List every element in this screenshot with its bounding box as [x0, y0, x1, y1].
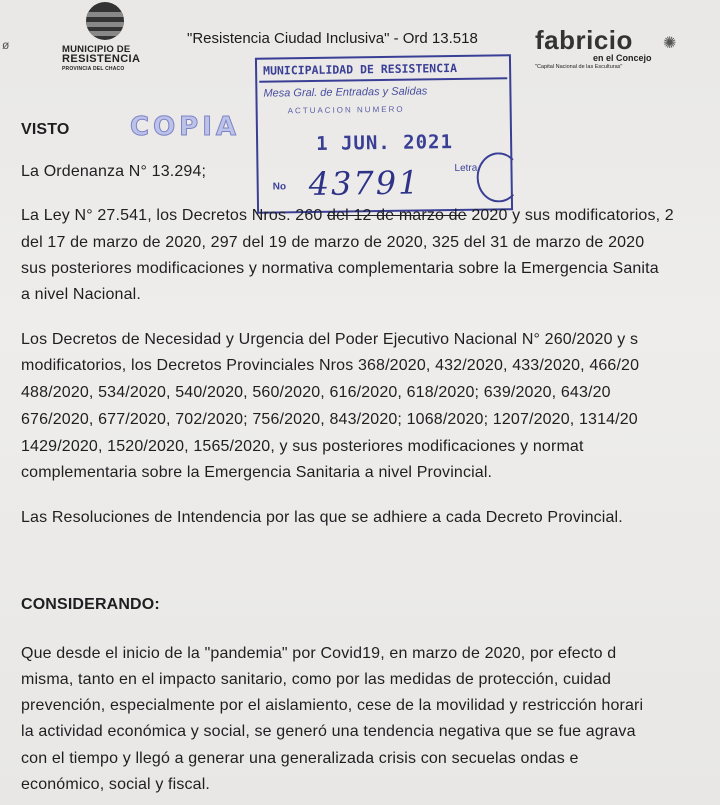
brand-name: fabricio	[535, 25, 633, 55]
sun-icon: ✺	[663, 35, 677, 52]
stamp-no-label: No	[272, 181, 287, 193]
logo-line-1: MUNICIPIO DE	[62, 44, 131, 55]
paper-mark: ø	[2, 38, 10, 52]
body-line-3: del 17 de marzo de 2020, 297 del 19 de marzo de 2020, 325 del 31 de marzo de 2020	[21, 234, 645, 251]
logo-line-2: RESISTENCIA	[62, 53, 141, 65]
body-line-8: 488/2020, 534/2020, 540/2020, 560/2020, 616/2020, 618/2020; 639/2020, 643/20	[21, 384, 611, 401]
body-line-14: misma, tanto en el impacto sanitario, como por las medidas de protección, cuidad	[21, 671, 612, 688]
body-line-7: modificatorios, los Decretos Provinciales Nros 368/2020, 432/2020, 433/2020, 466/20	[21, 357, 640, 374]
copia-stamp: COPIA	[130, 112, 241, 142]
body-line-2: La Ley N° 27.541, los Decretos Nros. 260 del 12 de marzo de 2020 y sus modificatorios, 2	[21, 207, 674, 224]
stamp-heading: MUNICIPALIDAD DE RESISTENCIA	[259, 58, 507, 82]
stamp-date: 1 JUN. 2021	[315, 131, 454, 155]
body-line-1: La Ordenanza N° 13.294;	[21, 163, 207, 180]
body-line-6: Los Decretos de Necesidad y Urgencia del Poder Ejecutivo Nacional N° 260/2020 y s	[21, 331, 639, 348]
body-line-15: prevención, especialmente por el aislamiento, cese de la movilidad y restricción horari	[21, 697, 644, 714]
logo-line-3: PROVINCIA DEL CHACO	[62, 66, 125, 72]
stamp-number: 43791	[308, 163, 421, 204]
brand-subtitle: en el Concejo	[593, 53, 652, 63]
brand-logo	[535, 25, 685, 75]
body-line-17: con el tiempo y llegó a generar una generalizada crisis con secuelas ondas e	[21, 750, 579, 767]
stamp-letter-mark	[476, 152, 521, 203]
body-line-16: la actividad económica y social, se generó una tendencia negativa que se fue agrava	[21, 723, 636, 740]
considerando-heading: CONSIDERANDO:	[21, 596, 160, 613]
body-line-13: Que desde el inicio de la "pandemia" por Covid19, en marzo de 2020, por efecto d	[21, 645, 617, 662]
body-line-5: a nivel Nacional.	[21, 286, 141, 303]
stamp-letra-label: Letra	[454, 162, 478, 175]
header-title: "Resistencia Ciudad Inclusiva" - Ord 13.518	[187, 30, 478, 47]
body-line-10: 1429/2020, 1520/2020, 1565/2020, y sus posteriores modificaciones y normat	[21, 438, 584, 455]
stamp-caption: ACTUACION NUMERO	[287, 104, 405, 116]
stamp-office: Mesa Gral. de Entradas y Salidas	[263, 85, 428, 100]
body-line-4: sus posteriores modificaciones y normativa complementaria sobre la Emergencia Sanita	[21, 260, 659, 277]
body-line-18: económico, social y fiscal.	[21, 776, 211, 793]
visto-heading: VISTO	[21, 121, 70, 138]
municipio-emblem-icon	[86, 2, 124, 40]
brand-tagline: "Capital Nacional de las Esculturas"	[535, 64, 623, 70]
body-line-12: Las Resoluciones de Intendencia por las que se adhiere a cada Decreto Provincial.	[21, 509, 623, 526]
reception-stamp	[255, 54, 513, 214]
body-line-11: complementaria sobre la Emergencia Sanitaria a nivel Provincial.	[21, 464, 493, 481]
body-line-9: 676/2020, 677/2020, 702/2020; 756/2020, 843/2020; 1068/2020; 1207/2020, 1314/20	[21, 411, 638, 428]
municipio-logo	[62, 2, 154, 74]
